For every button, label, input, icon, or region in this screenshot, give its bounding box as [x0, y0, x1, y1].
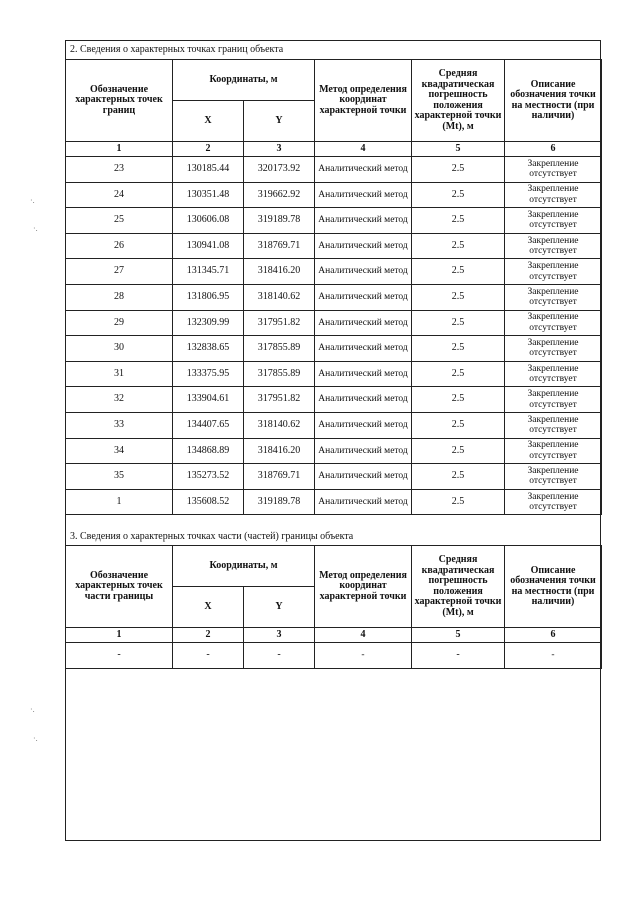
section2-title: 2. Сведения о характерных точках границ объекта [70, 44, 284, 55]
cell-method: Аналитический метод [315, 157, 412, 183]
table-row [66, 259, 602, 285]
cell-desc: Закрепление отсутствует [505, 387, 602, 413]
cell-point: 23 [66, 157, 173, 183]
cell-x: 130606.08 [173, 208, 244, 234]
cell-x: 132838.65 [173, 336, 244, 362]
table-row [66, 208, 602, 234]
scan-speck: ·. [33, 734, 38, 743]
cell-y: 318140.62 [244, 412, 315, 438]
cell-mt: 2.5 [412, 259, 505, 285]
cell-x: 130941.08 [173, 233, 244, 259]
cell-y: 318140.62 [244, 284, 315, 310]
header-description: Описание обозначения точки на местности (при наличии) [505, 60, 602, 142]
cell-mt: 2.5 [412, 387, 505, 413]
cell-y: 319662.92 [244, 182, 315, 208]
cell-method: Аналитический метод [315, 233, 412, 259]
section2-table [65, 59, 602, 515]
cell-point: 32 [66, 387, 173, 413]
table-row [66, 361, 602, 387]
cell-mt: 2.5 [412, 233, 505, 259]
cell-point: 33 [66, 412, 173, 438]
col-number: 5 [412, 628, 505, 643]
header-error: Средняя квадратическая погрешность положения характерной точки (Mt), м [412, 60, 505, 142]
cell-desc: Закрепление отсутствует [505, 208, 602, 234]
cell-x: 134868.89 [173, 438, 244, 464]
cell-x: - [173, 643, 244, 669]
cell-point: 24 [66, 182, 173, 208]
cell-x: 132309.99 [173, 310, 244, 336]
cell-desc: Закрепление отсутствует [505, 464, 602, 490]
cell-y: 318769.71 [244, 233, 315, 259]
cell-y: 317951.82 [244, 387, 315, 413]
cell-mt: 2.5 [412, 412, 505, 438]
header-method: Метод определения координат характерной точки [315, 60, 412, 142]
cell-y: 318769.71 [244, 464, 315, 490]
col-number: 6 [505, 142, 602, 157]
cell-desc: Закрепление отсутствует [505, 284, 602, 310]
cell-point: 29 [66, 310, 173, 336]
cell-mt: 2.5 [412, 208, 505, 234]
header-x: X [173, 587, 244, 628]
cell-desc: Закрепление отсутствует [505, 489, 602, 515]
cell-desc: Закрепление отсутствует [505, 361, 602, 387]
col-number: 3 [244, 142, 315, 157]
header-error: Средняя квадратическая погрешность положения характерной точки (Mt), м [412, 546, 505, 628]
scan-speck: ·. [30, 705, 35, 714]
col-number: 1 [66, 142, 173, 157]
cell-method: Аналитический метод [315, 489, 412, 515]
cell-method: Аналитический метод [315, 182, 412, 208]
cell-point: 35 [66, 464, 173, 490]
header-x: X [173, 101, 244, 142]
cell-point: 26 [66, 233, 173, 259]
cell-point: 30 [66, 336, 173, 362]
cell-mt: 2.5 [412, 310, 505, 336]
cell-method: - [315, 643, 412, 669]
header-method: Метод определения координат характерной точки [315, 546, 412, 628]
cell-method: Аналитический метод [315, 361, 412, 387]
cell-method: Аналитический метод [315, 284, 412, 310]
table-row [66, 182, 602, 208]
col-number: 2 [173, 628, 244, 643]
table-row [66, 157, 602, 183]
cell-mt: - [412, 643, 505, 669]
table-row [66, 387, 602, 413]
cell-method: Аналитический метод [315, 310, 412, 336]
cell-x: 130351.48 [173, 182, 244, 208]
cell-mt: 2.5 [412, 182, 505, 208]
col-number: 1 [66, 628, 173, 643]
cell-y: 318416.20 [244, 438, 315, 464]
cell-method: Аналитический метод [315, 208, 412, 234]
cell-mt: 2.5 [412, 464, 505, 490]
col-number: 6 [505, 628, 602, 643]
cell-x: 131806.95 [173, 284, 244, 310]
cell-method: Аналитический метод [315, 438, 412, 464]
cell-method: Аналитический метод [315, 464, 412, 490]
cell-desc: Закрепление отсутствует [505, 438, 602, 464]
cell-x: 135608.52 [173, 489, 244, 515]
cell-x: 134407.65 [173, 412, 244, 438]
cell-x: 130185.44 [173, 157, 244, 183]
cell-desc: Закрепление отсутствует [505, 259, 602, 285]
cell-method: Аналитический метод [315, 387, 412, 413]
table-row [66, 412, 602, 438]
cell-point: 27 [66, 259, 173, 285]
table-row [66, 284, 602, 310]
cell-point: 28 [66, 284, 173, 310]
cell-mt: 2.5 [412, 489, 505, 515]
section3-rows [66, 643, 602, 669]
section3-table [65, 545, 602, 669]
table-row [66, 310, 602, 336]
header-y: Y [244, 101, 315, 142]
cell-method: Аналитический метод [315, 412, 412, 438]
col-number: 4 [315, 142, 412, 157]
cell-desc: - [505, 643, 602, 669]
cell-desc: Закрепление отсутствует [505, 412, 602, 438]
col-number: 3 [244, 628, 315, 643]
cell-y: 317855.89 [244, 336, 315, 362]
section2-rows [66, 157, 602, 515]
col-number: 5 [412, 142, 505, 157]
cell-y: 318416.20 [244, 259, 315, 285]
section3-title: 3. Сведения о характерных точках части (частей) границы объекта [70, 531, 354, 542]
cell-desc: Закрепление отсутствует [505, 182, 602, 208]
header-coords: Координаты, м [173, 60, 315, 101]
cell-y: 317951.82 [244, 310, 315, 336]
cell-y: 319189.78 [244, 489, 315, 515]
cell-point: 25 [66, 208, 173, 234]
cell-x: 135273.52 [173, 464, 244, 490]
cell-x: 133904.61 [173, 387, 244, 413]
cell-point: 31 [66, 361, 173, 387]
scan-speck: ·. [33, 224, 38, 233]
header-description: Описание обозначения точки на местности (при наличии) [505, 546, 602, 628]
cell-method: Аналитический метод [315, 336, 412, 362]
cell-desc: Закрепление отсутствует [505, 336, 602, 362]
table-row [66, 233, 602, 259]
cell-point: 34 [66, 438, 173, 464]
cell-y: 317855.89 [244, 361, 315, 387]
header-designation: Обозначение характерных точек границ [66, 60, 173, 142]
cell-desc: Закрепление отсутствует [505, 310, 602, 336]
cell-y: 320173.92 [244, 157, 315, 183]
table-row [66, 438, 602, 464]
header-designation: Обозначение характерных точек части границы [66, 546, 173, 628]
cell-x: 131345.71 [173, 259, 244, 285]
cell-method: Аналитический метод [315, 259, 412, 285]
table-row [66, 464, 602, 490]
cell-mt: 2.5 [412, 157, 505, 183]
table-row [66, 489, 602, 515]
header-y: Y [244, 587, 315, 628]
header-coords: Координаты, м [173, 546, 315, 587]
table-row [66, 336, 602, 362]
cell-mt: 2.5 [412, 336, 505, 362]
cell-mt: 2.5 [412, 438, 505, 464]
cell-y: - [244, 643, 315, 669]
scan-speck: ·. [30, 196, 35, 205]
col-number: 4 [315, 628, 412, 643]
cell-desc: Закрепление отсутствует [505, 157, 602, 183]
cell-point: - [66, 643, 173, 669]
cell-y: 319189.78 [244, 208, 315, 234]
table-row [66, 643, 602, 669]
cell-x: 133375.95 [173, 361, 244, 387]
cell-mt: 2.5 [412, 284, 505, 310]
cell-mt: 2.5 [412, 361, 505, 387]
col-number: 2 [173, 142, 244, 157]
cell-point: 1 [66, 489, 173, 515]
cell-desc: Закрепление отсутствует [505, 233, 602, 259]
